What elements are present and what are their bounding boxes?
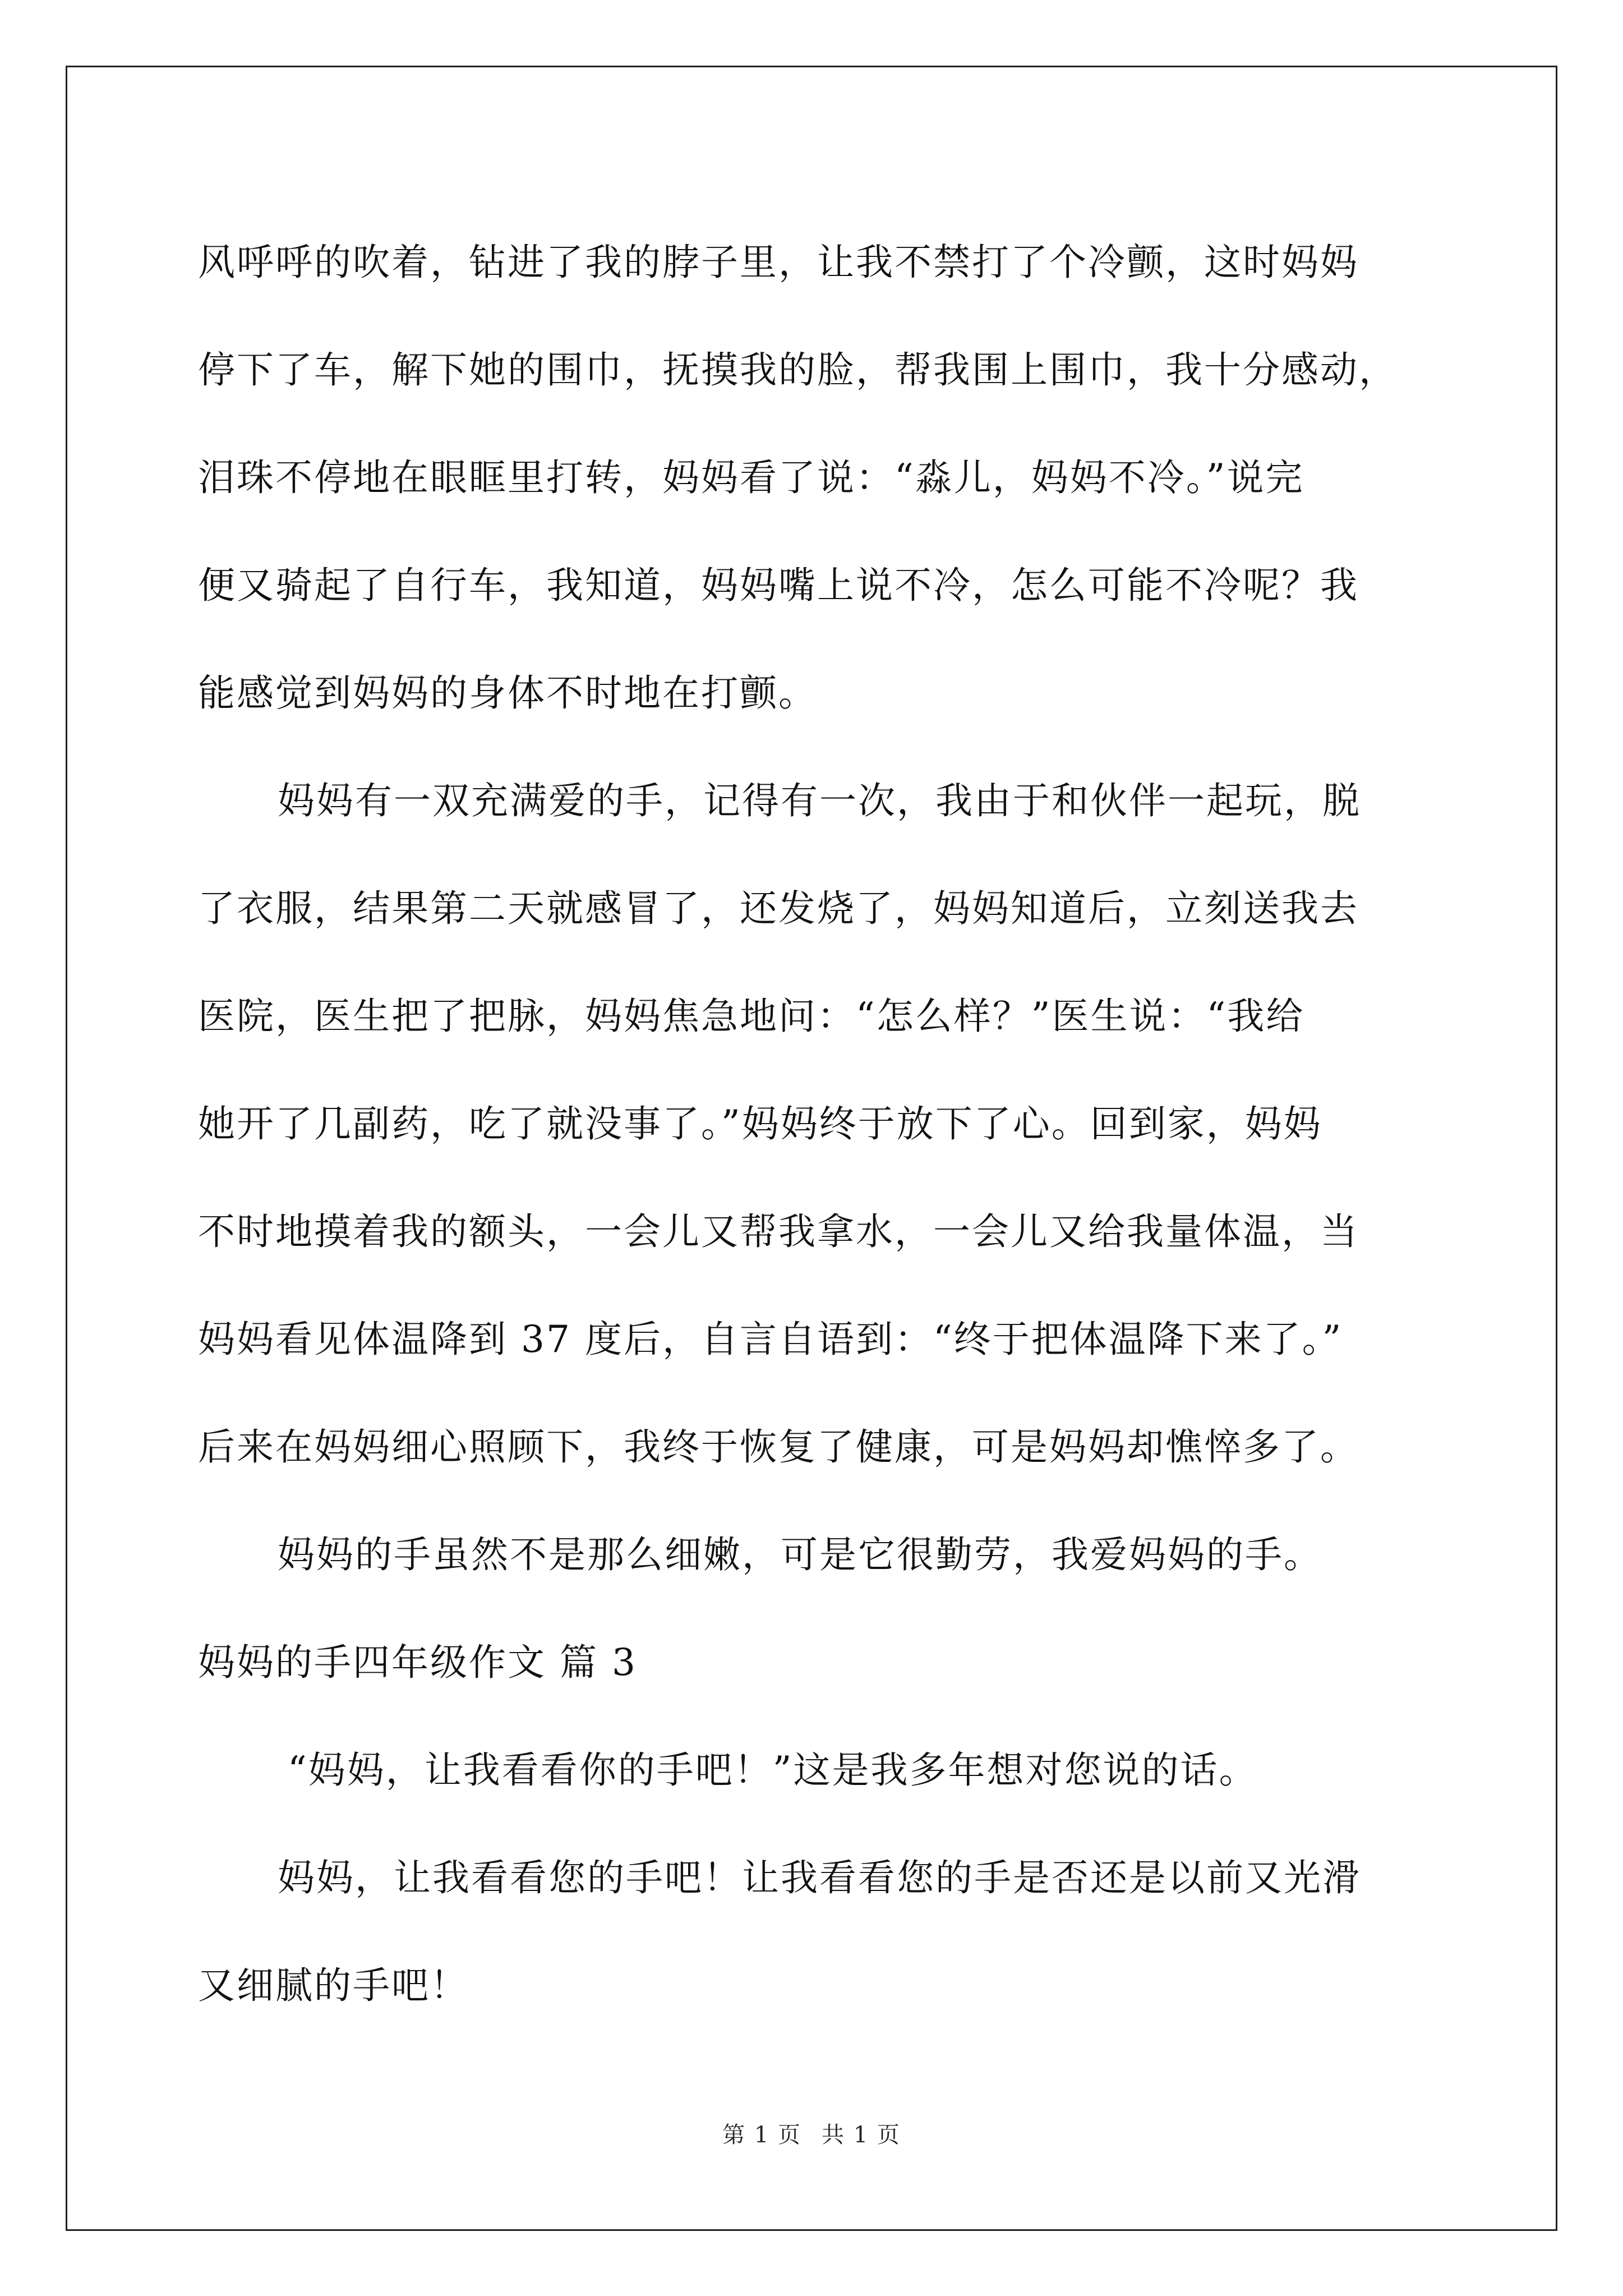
text-line: 妈妈看见体温降到 37 度后，自言自语到：“终于把体温降下来了。” [198, 1318, 1343, 1361]
text-line: 风呼呼的吹着，钻进了我的脖子里，让我不禁打了个冷颤，这时妈妈 [198, 241, 1359, 284]
text-line: 医院，医生把了把脉，妈妈焦急地问：“怎么样？”医生说：“我给 [198, 995, 1305, 1038]
text-line: 又细腻的手吧！ [198, 1964, 469, 2007]
section-heading: 妈妈的手四年级作文 篇 3 [198, 1641, 637, 1684]
text-line: 不时地摸着我的额头，一会儿又帮我拿水，一会儿又给我量体温，当 [198, 1210, 1359, 1253]
page-number: 第 1 页 [722, 2122, 801, 2148]
text-line: 能感觉到妈妈的身体不时地在打颤。 [198, 671, 817, 715]
paragraph-start-line: 妈妈有一双充满爱的手，记得有一次，我由于和伙伴一起玩，脱 [278, 779, 1361, 822]
text-line: 了衣服，结果第二天就感冒了，还发烧了，妈妈知道后，立刻送我去 [198, 887, 1359, 930]
document-body [198, 209, 1432, 2040]
text-line: 便又骑起了自行车，我知道，妈妈嘴上说不冷，怎么可能不冷呢？我 [198, 564, 1359, 607]
text-line: 泪珠不停地在眼眶里打转，妈妈看了说：“淼儿，妈妈不冷。”说完 [198, 456, 1304, 499]
text-line: 后来在妈妈细心照顾下，我终于恢复了健康，可是妈妈却憔悴多了。 [198, 1425, 1359, 1469]
text-line: 停下了车，解下她的围巾，抚摸我的脸，帮我围上围巾，我十分感动， [198, 348, 1398, 392]
paragraph-start-line: 妈妈的手虽然不是那么细嫩，可是它很勤劳，我爱妈妈的手。 [278, 1533, 1322, 1576]
page-footer [0, 2118, 1623, 2152]
text-line: 她开了几副药，吃了就没事了。”妈妈终于放下了心。回到家，妈妈 [198, 1102, 1322, 1145]
page-total: 共 1 页 [822, 2122, 901, 2148]
paragraph-start-line: “妈妈，让我看看你的手吧！”这是我多年想对您说的话。 [288, 1749, 1258, 1792]
paragraph-start-line: 妈妈，让我看看您的手吧！让我看看您的手是否还是以前又光滑 [278, 1856, 1361, 1899]
